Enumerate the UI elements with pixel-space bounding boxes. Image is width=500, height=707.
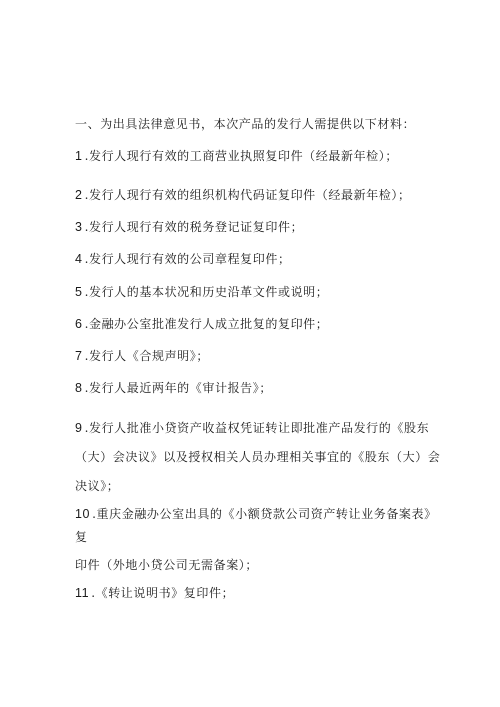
item-number: 4	[75, 252, 83, 266]
item-text: 决议》；	[75, 479, 120, 493]
list-item	[75, 317, 328, 331]
item-text: 复	[75, 530, 88, 544]
item-text: .发行人批准小贷资产收益权凭证转让即批准产品发行的《股东	[84, 421, 430, 435]
list-item	[75, 188, 411, 202]
list-item-continuation	[75, 558, 258, 572]
item-text: .发行人现行有效的组织机构代码证复印件（经最新年检）；	[84, 188, 411, 202]
item-text: .《转让说明书》复印件；	[91, 586, 235, 600]
list-item	[75, 285, 328, 299]
list-item	[75, 252, 291, 266]
list-item	[75, 220, 303, 234]
item-text: .发行人最近两年的《审计报告》；	[84, 381, 272, 395]
item-text: .发行人现行有效的工商营业执照复印件（经最新年检）；	[84, 149, 398, 163]
list-item	[75, 349, 209, 363]
item-number: 9	[75, 421, 83, 435]
list-item	[75, 149, 398, 163]
item-number: 3	[75, 220, 83, 234]
list-item-continuation	[75, 479, 119, 493]
item-number: 1	[75, 149, 83, 163]
item-number: 11	[75, 586, 90, 600]
item-number: 6	[75, 317, 83, 331]
item-number: 7	[75, 349, 83, 363]
item-text: .发行人现行有效的税务登记证复印件；	[84, 220, 304, 234]
list-item	[75, 507, 437, 521]
item-number: 5	[75, 285, 83, 299]
item-text: .发行人现行有效的公司章程复印件；	[84, 252, 291, 266]
list-item	[75, 586, 234, 600]
item-text: .发行人的基本状况和历史沿革文件或说明；	[84, 285, 329, 299]
heading-text: 一、为出具法律意见书，本次产品的发行人需提供以下材料：	[75, 117, 416, 131]
item-text: .发行人《合规声明》；	[84, 349, 209, 363]
item-number: 8	[75, 381, 83, 395]
list-item-continuation	[75, 450, 440, 464]
list-item-continuation	[75, 530, 88, 544]
item-number: 10	[75, 507, 91, 521]
list-item	[75, 421, 429, 435]
item-text: .金融办公室批准发行人成立批复的复印件；	[84, 317, 329, 331]
document-heading	[75, 117, 415, 131]
item-text: （大）会决议》以及授权相关人员办理相关事宜的《股东（大）会	[75, 450, 441, 464]
item-text: .重庆金融办公室出具的《小额贷款公司资产转让业务备案表》	[92, 507, 437, 521]
list-item	[75, 381, 272, 395]
item-text: 印件（外地小贷公司无需备案）；	[75, 558, 259, 572]
item-number: 2	[75, 188, 83, 202]
